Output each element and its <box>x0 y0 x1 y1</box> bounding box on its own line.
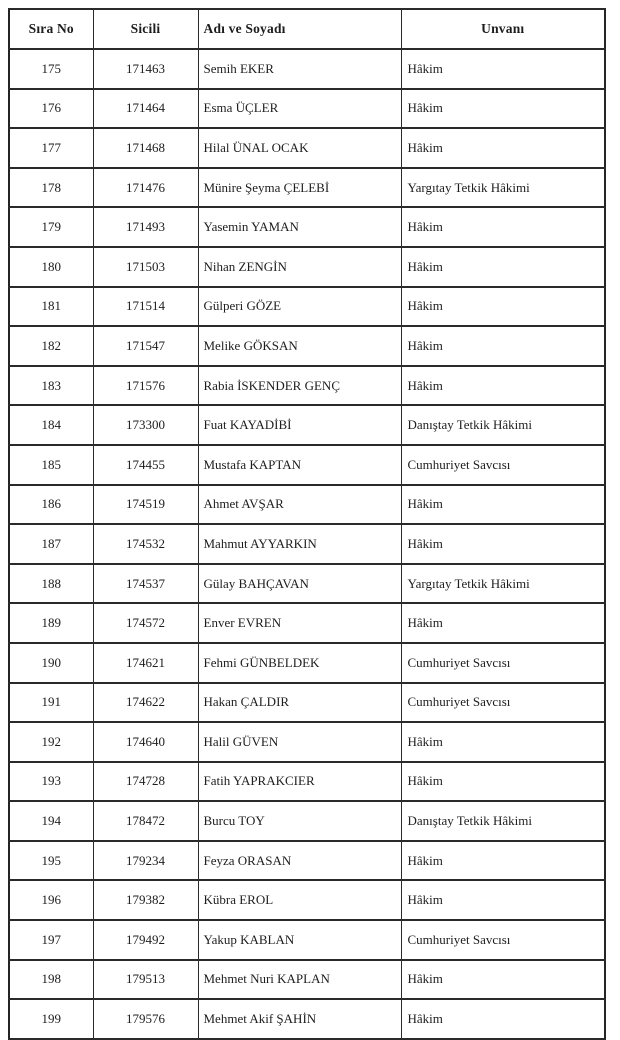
cell-sira-no: 187 <box>9 524 93 564</box>
cell-sicili: 171464 <box>93 89 198 129</box>
cell-adi-ve-soyadi: Burcu TOY <box>198 801 401 841</box>
cell-sira-no: 175 <box>9 49 93 89</box>
cell-sira-no: 197 <box>9 920 93 960</box>
column-header-unvani: Unvanı <box>401 9 605 49</box>
cell-sicili: 179492 <box>93 920 198 960</box>
cell-adi-ve-soyadi: Semih EKER <box>198 49 401 89</box>
cell-adi-ve-soyadi: Feyza ORASAN <box>198 841 401 881</box>
cell-unvani: Hâkim <box>401 287 605 327</box>
cell-adi-ve-soyadi: Mehmet Nuri KAPLAN <box>198 960 401 1000</box>
cell-adi-ve-soyadi: Nihan ZENGİN <box>198 247 401 287</box>
table-row <box>9 801 605 841</box>
cell-sira-no: 176 <box>9 89 93 129</box>
cell-sicili: 174622 <box>93 683 198 723</box>
cell-unvani: Danıştay Tetkik Hâkimi <box>401 801 605 841</box>
cell-unvani: Yargıtay Tetkik Hâkimi <box>401 564 605 604</box>
column-header-adi-ve-soyadi: Adı ve Soyadı <box>198 9 401 49</box>
cell-unvani: Danıştay Tetkik Hâkimi <box>401 405 605 445</box>
cell-sicili: 171503 <box>93 247 198 287</box>
cell-adi-ve-soyadi: Halil GÜVEN <box>198 722 401 762</box>
cell-unvani: Hâkim <box>401 603 605 643</box>
table-row <box>9 683 605 723</box>
cell-unvani: Hâkim <box>401 880 605 920</box>
cell-unvani: Cumhuriyet Savcısı <box>401 920 605 960</box>
cell-adi-ve-soyadi: Yasemin YAMAN <box>198 207 401 247</box>
cell-sira-no: 185 <box>9 445 93 485</box>
cell-sira-no: 179 <box>9 207 93 247</box>
cell-unvani: Hâkim <box>401 999 605 1039</box>
cell-adi-ve-soyadi: Mustafa KAPTAN <box>198 445 401 485</box>
cell-adi-ve-soyadi: Gülperi GÖZE <box>198 287 401 327</box>
cell-adi-ve-soyadi: Rabia İSKENDER GENÇ <box>198 366 401 406</box>
cell-adi-ve-soyadi: Fehmi GÜNBELDEK <box>198 643 401 683</box>
cell-unvani: Hâkim <box>401 207 605 247</box>
cell-sira-no: 183 <box>9 366 93 406</box>
cell-unvani: Yargıtay Tetkik Hâkimi <box>401 168 605 208</box>
cell-sira-no: 193 <box>9 762 93 802</box>
cell-unvani: Hâkim <box>401 960 605 1000</box>
cell-adi-ve-soyadi: Fuat KAYADİBİ <box>198 405 401 445</box>
cell-sicili: 174537 <box>93 564 198 604</box>
cell-sira-no: 189 <box>9 603 93 643</box>
cell-adi-ve-soyadi: Enver EVREN <box>198 603 401 643</box>
cell-sicili: 173300 <box>93 405 198 445</box>
table-row <box>9 49 605 89</box>
table-row <box>9 920 605 960</box>
cell-unvani: Hâkim <box>401 722 605 762</box>
cell-sira-no: 199 <box>9 999 93 1039</box>
table-row <box>9 247 605 287</box>
cell-sira-no: 194 <box>9 801 93 841</box>
header-row <box>9 9 605 49</box>
table-row <box>9 564 605 604</box>
cell-sira-no: 188 <box>9 564 93 604</box>
cell-sicili: 179576 <box>93 999 198 1039</box>
table-row <box>9 366 605 406</box>
cell-adi-ve-soyadi: Gülay BAHÇAVAN <box>198 564 401 604</box>
cell-sicili: 171514 <box>93 287 198 327</box>
cell-sicili: 174532 <box>93 524 198 564</box>
table-body <box>9 49 605 1039</box>
column-header-sira-no: Sıra No <box>9 9 93 49</box>
cell-sira-no: 196 <box>9 880 93 920</box>
cell-unvani: Hâkim <box>401 524 605 564</box>
cell-unvani: Hâkim <box>401 49 605 89</box>
cell-sicili: 174572 <box>93 603 198 643</box>
cell-sira-no: 192 <box>9 722 93 762</box>
cell-unvani: Hâkim <box>401 841 605 881</box>
table-row <box>9 485 605 525</box>
table-row <box>9 445 605 485</box>
cell-sicili: 174455 <box>93 445 198 485</box>
cell-sicili: 171468 <box>93 128 198 168</box>
cell-sicili: 179513 <box>93 960 198 1000</box>
table-row <box>9 603 605 643</box>
cell-unvani: Hâkim <box>401 247 605 287</box>
cell-sicili: 171463 <box>93 49 198 89</box>
table-row <box>9 287 605 327</box>
table-row <box>9 999 605 1039</box>
table-row <box>9 128 605 168</box>
table-row <box>9 405 605 445</box>
cell-sira-no: 186 <box>9 485 93 525</box>
cell-unvani: Hâkim <box>401 89 605 129</box>
cell-unvani: Hâkim <box>401 762 605 802</box>
cell-sira-no: 177 <box>9 128 93 168</box>
cell-unvani: Cumhuriyet Savcısı <box>401 683 605 723</box>
cell-sira-no: 191 <box>9 683 93 723</box>
table-row <box>9 89 605 129</box>
cell-sicili: 178472 <box>93 801 198 841</box>
cell-adi-ve-soyadi: Esma ÜÇLER <box>198 89 401 129</box>
cell-adi-ve-soyadi: Münire Şeyma ÇELEBİ <box>198 168 401 208</box>
table-row <box>9 960 605 1000</box>
table-row <box>9 841 605 881</box>
cell-adi-ve-soyadi: Ahmet AVŞAR <box>198 485 401 525</box>
cell-sicili: 174728 <box>93 762 198 802</box>
cell-sira-no: 198 <box>9 960 93 1000</box>
cell-adi-ve-soyadi: Yakup KABLAN <box>198 920 401 960</box>
cell-sicili: 174519 <box>93 485 198 525</box>
cell-adi-ve-soyadi: Hakan ÇALDIR <box>198 683 401 723</box>
table-row <box>9 762 605 802</box>
cell-adi-ve-soyadi: Hilal ÜNAL OCAK <box>198 128 401 168</box>
table-row <box>9 524 605 564</box>
cell-sira-no: 182 <box>9 326 93 366</box>
cell-unvani: Cumhuriyet Savcısı <box>401 643 605 683</box>
table-row <box>9 722 605 762</box>
cell-adi-ve-soyadi: Mahmut AYYARKIN <box>198 524 401 564</box>
cell-sicili: 171493 <box>93 207 198 247</box>
cell-sicili: 179234 <box>93 841 198 881</box>
cell-unvani: Hâkim <box>401 366 605 406</box>
table-row <box>9 326 605 366</box>
cell-sira-no: 190 <box>9 643 93 683</box>
cell-sira-no: 181 <box>9 287 93 327</box>
cell-adi-ve-soyadi: Kübra EROL <box>198 880 401 920</box>
cell-sicili: 174640 <box>93 722 198 762</box>
cell-sira-no: 180 <box>9 247 93 287</box>
table-row <box>9 168 605 208</box>
table-header <box>9 9 605 49</box>
cell-sicili: 171476 <box>93 168 198 208</box>
cell-sira-no: 184 <box>9 405 93 445</box>
cell-sicili: 171576 <box>93 366 198 406</box>
cell-unvani: Hâkim <box>401 128 605 168</box>
table-row <box>9 207 605 247</box>
cell-adi-ve-soyadi: Fatih YAPRAKCIER <box>198 762 401 802</box>
cell-sira-no: 195 <box>9 841 93 881</box>
cell-unvani: Hâkim <box>401 485 605 525</box>
personnel-table <box>8 8 606 1040</box>
cell-sicili: 174621 <box>93 643 198 683</box>
column-header-sicili: Sicili <box>93 9 198 49</box>
cell-sira-no: 178 <box>9 168 93 208</box>
cell-unvani: Hâkim <box>401 326 605 366</box>
table-row <box>9 880 605 920</box>
cell-sicili: 179382 <box>93 880 198 920</box>
cell-adi-ve-soyadi: Mehmet Akif ŞAHİN <box>198 999 401 1039</box>
cell-adi-ve-soyadi: Melike GÖKSAN <box>198 326 401 366</box>
table-row <box>9 643 605 683</box>
cell-sicili: 171547 <box>93 326 198 366</box>
cell-unvani: Cumhuriyet Savcısı <box>401 445 605 485</box>
